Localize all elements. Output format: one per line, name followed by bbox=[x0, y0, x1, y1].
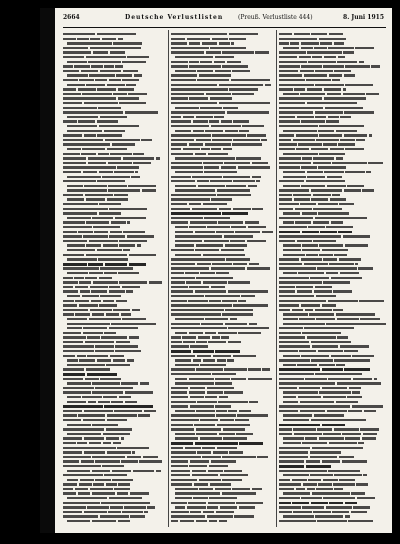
page-header bbox=[63, 14, 386, 26]
list-entry-line bbox=[171, 303, 274, 308]
document-page bbox=[55, 8, 392, 533]
list-entry-line bbox=[171, 225, 274, 230]
list-entry-line bbox=[63, 156, 166, 161]
list-entry-line bbox=[63, 110, 166, 115]
list-entry-line bbox=[279, 110, 386, 115]
column-divider bbox=[276, 30, 277, 527]
list-entry-line bbox=[171, 179, 274, 184]
list-entry-line bbox=[63, 519, 166, 524]
list-entry-line bbox=[279, 133, 386, 138]
list-entry-line bbox=[171, 101, 274, 106]
column-divider bbox=[168, 30, 169, 527]
list-entry-line bbox=[279, 496, 386, 501]
list-entry-line bbox=[279, 427, 386, 432]
text-column-2 bbox=[171, 32, 274, 527]
list-entry-line bbox=[171, 110, 274, 115]
publication-title: Deutsche Verlustlisten bbox=[125, 14, 224, 21]
scanner-shadow-edge bbox=[40, 8, 55, 533]
list-number: (Preuß. Verlustliste 444) bbox=[238, 14, 313, 21]
text-column-1 bbox=[63, 32, 166, 527]
list-entry-line bbox=[279, 519, 386, 524]
list-entry-line bbox=[171, 519, 274, 524]
page-number: 2664 bbox=[63, 14, 80, 21]
list-entry-line bbox=[279, 404, 386, 409]
text-column-3 bbox=[279, 32, 386, 527]
list-entry-line bbox=[171, 133, 274, 138]
list-entry-line bbox=[171, 78, 274, 83]
list-entry-line bbox=[171, 326, 274, 331]
header-rule bbox=[63, 27, 386, 28]
list-entry-line bbox=[171, 156, 274, 161]
list-entry-line bbox=[63, 280, 166, 285]
list-entry-line bbox=[63, 404, 166, 409]
issue-date: 8. Juni 1915 bbox=[343, 14, 384, 21]
